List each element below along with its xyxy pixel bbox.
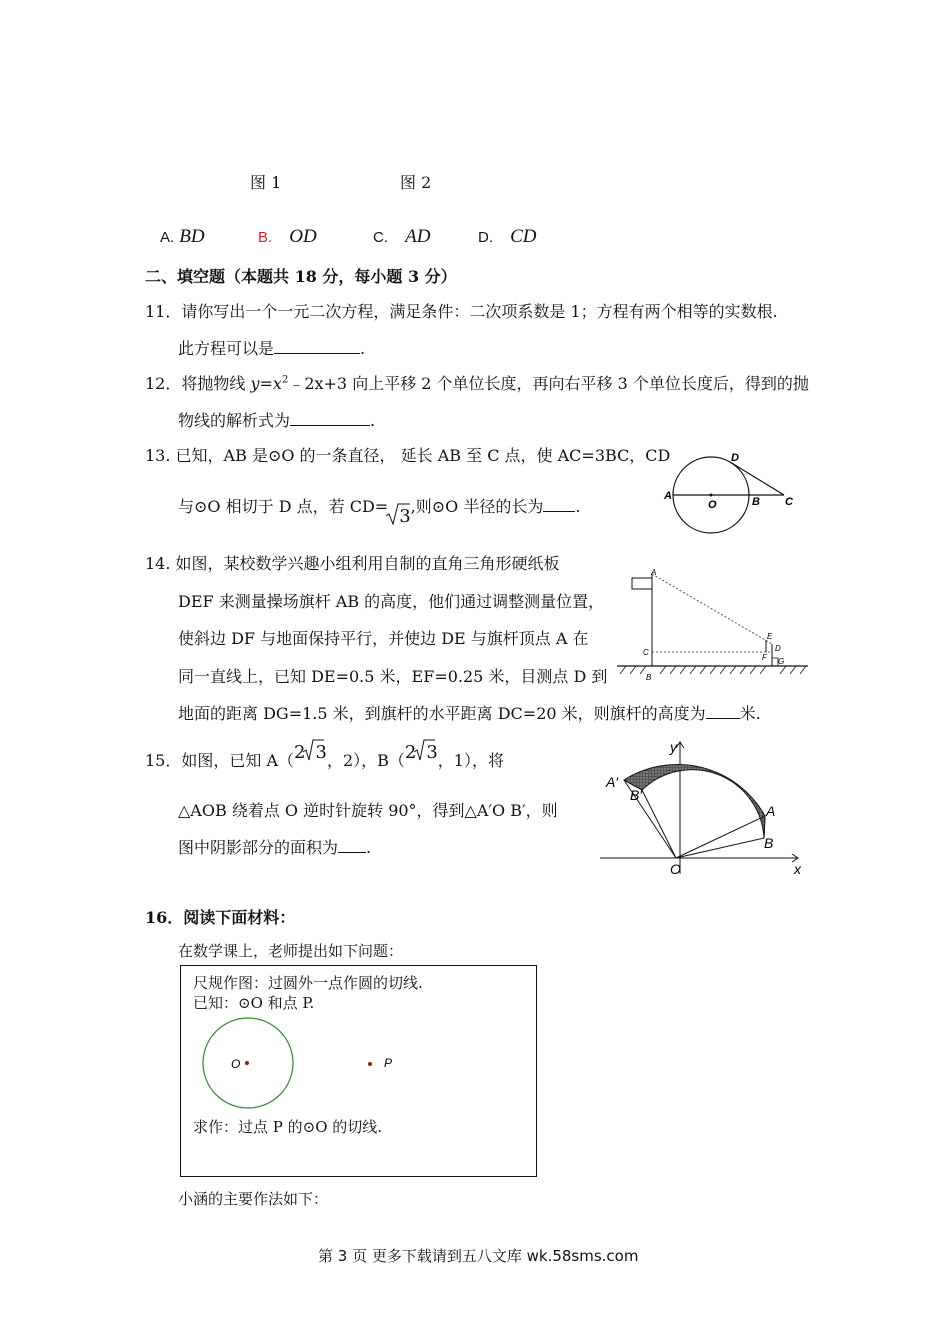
label-c: C <box>643 648 649 657</box>
segment-ob <box>676 838 764 858</box>
question-text: ，2），B（ <box>326 751 405 770</box>
question-number: 16． <box>145 908 184 927</box>
answer-blank[interactable] <box>274 337 360 354</box>
question-14-line2: DEF 来测量操场旗杆 AB 的高度，他们通过调整测量位置， <box>178 592 605 611</box>
question-11-line2 <box>178 336 365 359</box>
label-d: D <box>731 452 739 464</box>
coefficient: 2 <box>294 742 306 763</box>
figure-2-caption: 图 2 <box>400 173 432 192</box>
answer-blank[interactable] <box>706 702 740 719</box>
unit: 米. <box>739 704 761 723</box>
sqrt-radicand: 3 <box>315 742 327 763</box>
label-g: G <box>778 657 785 666</box>
label-y: y <box>670 739 677 755</box>
segment-ob1 <box>642 790 676 858</box>
option-d[interactable] <box>478 226 537 248</box>
coordinate-a-x <box>294 742 327 763</box>
label-x: x <box>794 861 801 877</box>
question-number: 11． <box>145 302 182 321</box>
sqrt-sign <box>384 502 410 526</box>
coordinate-b-x <box>405 742 438 763</box>
question-number: 15． <box>145 751 182 770</box>
question-text: 已知，AB 是⊙O 的一条直径， 延长 AB 至 C 点，使 AC=3BC，CD <box>175 446 671 465</box>
figure-1-caption: 图 1 <box>250 173 282 192</box>
question-14-line5 <box>178 701 761 724</box>
punctuation: . <box>575 497 581 516</box>
coefficient: 2 <box>404 742 417 763</box>
label-o: O <box>670 861 681 877</box>
shaded-region <box>624 764 765 838</box>
question-16-intro: 在数学课上，老师提出如下问题： <box>178 942 404 960</box>
question-number: 14. <box>145 554 171 573</box>
sqrt-radicand: 3 <box>426 742 438 763</box>
option-value: BD <box>179 226 205 247</box>
question-text: ﹣2x+3 向上平移 2 个单位长度，再向右平移 3 个单位长度后，得到的抛 <box>288 374 809 393</box>
label-e: E <box>767 632 773 641</box>
box-line-3: 求作：过点 P 的⊙O 的切线. <box>193 1118 383 1136</box>
label-a: A <box>664 490 672 502</box>
label-c: C <box>785 496 793 508</box>
label-b-prime: B′ <box>630 787 642 803</box>
question-13-line2 <box>178 494 581 527</box>
label-a: A <box>766 803 776 819</box>
question-12-line2 <box>178 408 375 431</box>
label-f: F <box>762 653 767 662</box>
option-value: AD <box>405 226 431 247</box>
sqrt-radicand: 3 <box>399 506 411 527</box>
problem-box <box>180 965 537 1177</box>
box-line-1: 尺规作图：过圆外一点作圆的切线. <box>193 974 423 992</box>
option-value: OD <box>289 226 317 247</box>
question-text: 物线的解析式为 <box>178 411 291 430</box>
label-a: A <box>651 568 657 577</box>
label-b: B <box>646 673 652 682</box>
question-12 <box>145 371 809 394</box>
option-letter: C. <box>373 229 388 246</box>
label-o: O <box>231 1057 241 1071</box>
label-p: P <box>384 1056 393 1070</box>
point-p <box>368 1062 372 1066</box>
label-a-prime: A′ <box>606 774 618 790</box>
question-number: 13. <box>145 446 171 465</box>
sqrt-sign <box>413 739 438 763</box>
exponent: 2 <box>281 374 289 386</box>
center-point <box>710 494 713 497</box>
punctuation: . <box>360 339 366 358</box>
question-text: 与⊙O 相切于 D 点，若 CD= <box>178 497 389 516</box>
question-16 <box>145 905 295 928</box>
question-16-after: 小涵的主要作法如下： <box>178 1190 329 1208</box>
circle-tangent-figure <box>660 448 800 540</box>
answer-blank[interactable] <box>543 495 575 512</box>
option-b[interactable] <box>258 226 317 248</box>
question-11 <box>145 299 778 322</box>
question-text: 如图，已知 A（ <box>181 751 295 770</box>
box-line-2: 已知：⊙O 和点 P. <box>193 994 315 1012</box>
option-letter: D. <box>478 229 493 246</box>
sqrt-expression <box>388 506 410 527</box>
label-d: D <box>775 644 781 653</box>
equation: y=x <box>250 374 282 393</box>
flag <box>632 578 652 589</box>
punctuation: . <box>370 411 376 430</box>
sqrt-sign <box>302 739 327 763</box>
label-b: B <box>764 835 774 851</box>
question-text: 请你写出一个一元二次方程，满足条件：二次项系数是 1；方程有两个相等的实数根. <box>181 302 778 321</box>
question-14-line4: 同一直线上，已知 DE=0.5 米，EF=0.25 米，目测点 D 到 <box>178 667 608 686</box>
section-title: 二、填空题（本题共 18 分，每小题 3 分） <box>145 267 457 286</box>
question-text: ，1），将 <box>437 751 504 770</box>
option-c[interactable] <box>373 226 430 248</box>
question-14-line3: 使斜边 DF 与地面保持平行，并使边 DE 与旗杆顶点 A 在 <box>178 629 589 648</box>
rotation-figure <box>598 738 810 878</box>
option-a[interactable] <box>160 226 205 248</box>
option-letter: A. <box>160 229 175 246</box>
punctuation: . <box>366 838 372 857</box>
question-title: 阅读下面材料： <box>183 908 296 927</box>
answer-blank[interactable] <box>290 409 370 426</box>
question-15 <box>145 742 504 771</box>
question-text: 图中阴影部分的面积为 <box>178 838 339 857</box>
answer-blank[interactable] <box>338 836 366 853</box>
question-number: 12． <box>145 374 182 393</box>
circle-and-point-figure <box>199 1016 399 1112</box>
flagpole-figure <box>612 566 812 684</box>
page-footer: 第 3 页 更多下载请到五八文库 wk.58sms.com <box>318 1247 639 1265</box>
question-text: 将抛物线 <box>181 374 251 393</box>
question-14 <box>145 551 560 574</box>
option-letter: B. <box>258 229 273 246</box>
question-15-line2: △AOB 绕着点 O 逆时针旋转 90°，得到△A′O B′，则 <box>178 801 558 820</box>
label-o: O <box>708 499 717 511</box>
question-text: ,则⊙O 半径的长为 <box>410 497 544 516</box>
question-13 <box>145 443 670 466</box>
question-text: 此方程可以是 <box>178 339 275 358</box>
label-b: B <box>752 496 760 508</box>
sight-line <box>652 574 772 644</box>
option-value: CD <box>510 226 537 247</box>
question-15-line3 <box>178 835 371 858</box>
segment-oa <box>676 816 765 858</box>
question-text: 地面的距离 DG=1.5 米，到旗杆的水平距离 DC=20 米，则旗杆的高度为 <box>178 704 706 723</box>
tangent-line <box>730 462 784 495</box>
question-text: 如图，某校数学兴趣小组利用自制的直角三角形硬纸板 <box>175 554 560 573</box>
center-point <box>245 1061 249 1065</box>
